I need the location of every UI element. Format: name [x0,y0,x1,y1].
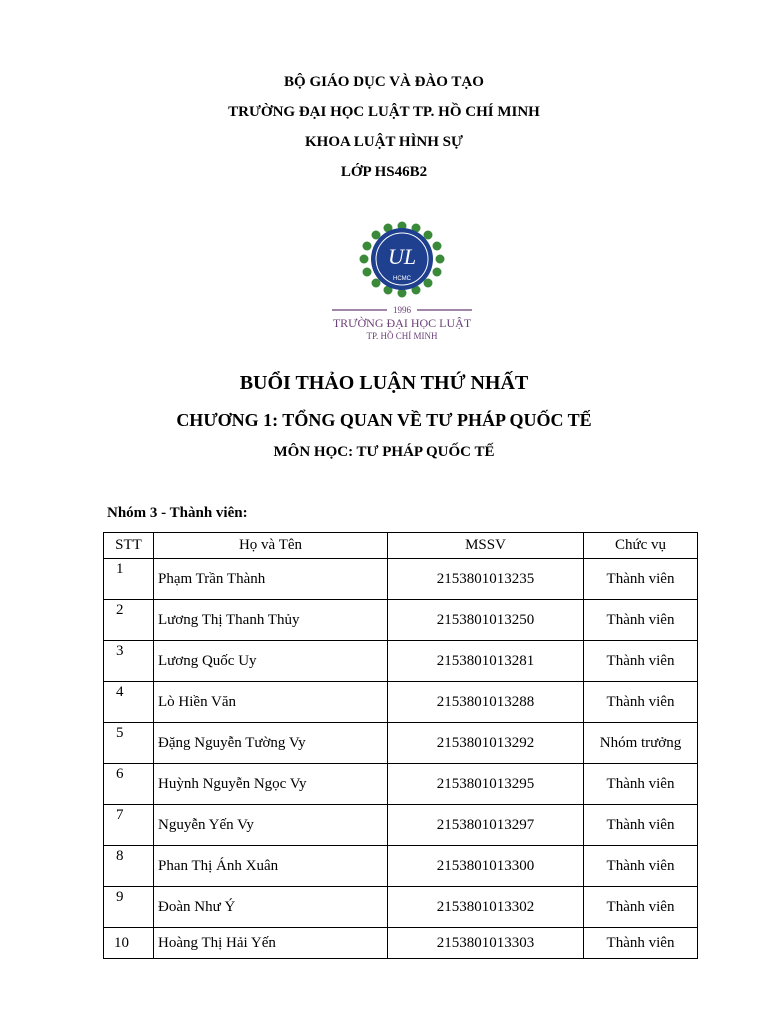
row-name: Đoàn Như Ý [154,887,388,928]
row-name: Lò Hiền Văn [154,682,388,723]
col-header-role: Chức vụ [584,533,698,559]
row-name: Phạm Trần Thành [154,559,388,600]
row-stt: 10 [104,928,154,959]
table-row [104,723,698,764]
row-student-id: 2153801013297 [388,805,584,846]
row-role: Thành viên [584,559,698,600]
col-header-id: MSSV [388,533,584,559]
row-stt: 7 [104,805,154,846]
row-student-id: 2153801013303 [388,928,584,959]
row-role: Thành viên [584,887,698,928]
row-name: Phan Thị Ánh Xuân [154,846,388,887]
table-row [104,682,698,723]
table-row [104,764,698,805]
table-header-row [104,533,698,559]
row-stt: 3 [104,641,154,682]
table-row [104,846,698,887]
logo-line2: TP. HỒ CHÍ MINH [366,331,438,341]
row-name: Đặng Nguyễn Tường Vy [154,723,388,764]
row-name: Hoàng Thị Hải Yến [154,928,388,959]
logo-line1: TRƯỜNG ĐẠI HỌC LUẬT [332,316,472,330]
logo-year: 1996 [393,305,411,315]
row-role: Thành viên [584,846,698,887]
row-name: Lương Thị Thanh Thủy [154,600,388,641]
row-student-id: 2153801013288 [388,682,584,723]
row-name: Lương Quốc Uy [154,641,388,682]
row-role: Thành viên [584,805,698,846]
ministry-heading: BỘ GIÁO DỤC VÀ ĐÀO TẠO [284,74,484,90]
col-header-stt: STT [104,533,154,559]
table-row [104,641,698,682]
row-student-id: 2153801013250 [388,600,584,641]
row-role: Thành viên [584,682,698,723]
row-role: Thành viên [584,928,698,959]
row-student-id: 2153801013235 [388,559,584,600]
col-header-name: Họ và Tên [154,533,388,559]
row-role: Thành viên [584,641,698,682]
row-role: Nhóm trưởng [584,723,698,764]
row-stt: 5 [104,723,154,764]
row-student-id: 2153801013295 [388,764,584,805]
table-row [104,887,698,928]
row-stt: 1 [104,559,154,600]
table-row [104,928,698,959]
session-title: BUỔI THẢO LUẬN THỨ NHẤT [239,372,529,394]
table-row [104,559,698,600]
table-row [104,805,698,846]
row-role: Thành viên [584,600,698,641]
row-student-id: 2153801013300 [388,846,584,887]
row-stt: 6 [104,764,154,805]
logo-monogram: UL [387,244,417,269]
table-row [104,600,698,641]
members-table [103,532,698,959]
chapter-title: CHƯƠNG 1: TỔNG QUAN VỀ TƯ PHÁP QUỐC TẾ [176,410,592,430]
row-student-id: 2153801013302 [388,887,584,928]
subject-title: MÔN HỌC: TƯ PHÁP QUỐC TẾ [273,444,495,460]
row-stt: 8 [104,846,154,887]
row-stt: 2 [104,600,154,641]
university-heading: TRƯỜNG ĐẠI HỌC LUẬT TP. HỒ CHÍ MINH [228,104,540,120]
group-label: Nhóm 3 - Thành viên: [107,505,248,521]
row-stt: 4 [104,682,154,723]
row-name: Nguyễn Yến Vy [154,805,388,846]
row-name: Huỳnh Nguyễn Ngọc Vy [154,764,388,805]
logo-badge-text: HCMC [393,276,411,282]
class-heading: LỚP HS46B2 [340,164,428,180]
university-logo [324,218,480,346]
row-student-id: 2153801013281 [388,641,584,682]
faculty-heading: KHOA LUẬT HÌNH SỰ [305,134,463,150]
row-role: Thành viên [584,764,698,805]
row-stt: 9 [104,887,154,928]
row-student-id: 2153801013292 [388,723,584,764]
